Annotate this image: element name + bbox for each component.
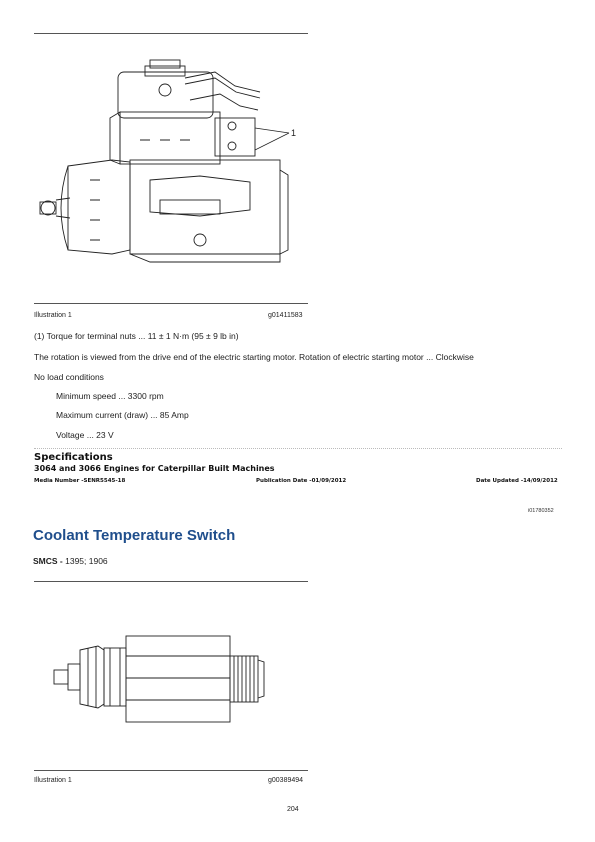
voltage-spec: Voltage ... 23 V <box>56 430 114 440</box>
coolant-switch-illustration <box>0 600 595 760</box>
rotation-spec: The rotation is viewed from the drive end of the electric starting motor. Rotation of electric starting motor ... Clockwise <box>34 352 474 362</box>
section-title: Coolant Temperature Switch <box>33 527 236 544</box>
illustration-label: Illustration 1 <box>34 312 72 319</box>
illustration2-label: Illustration 1 <box>34 777 72 784</box>
page-number: 204 <box>287 806 299 813</box>
illustration2-ref: g00389494 <box>268 777 304 784</box>
caption-rule-1 <box>34 303 308 304</box>
smcs-line <box>33 556 108 566</box>
smcs-codes: 1395; 1906 <box>62 556 108 566</box>
max-current-spec: Maximum current (draw) ... 85 Amp <box>56 410 189 420</box>
header-subtitle: 3064 and 3066 Engines for Caterpillar Built Machines <box>34 464 275 473</box>
top-rule-2 <box>34 581 308 582</box>
header-title: Specifications <box>34 452 113 463</box>
starter-motor-illustration <box>0 0 595 300</box>
section-divider <box>34 448 562 449</box>
doc-id: i01780352 <box>528 508 554 514</box>
media-number: Media Number -SENR5545-18 <box>34 478 126 484</box>
no-load-heading: No load conditions <box>34 372 104 382</box>
smcs-label: SMCS - <box>33 556 63 566</box>
callout-1: 1 <box>291 128 297 138</box>
caption-rule-2 <box>34 770 308 771</box>
min-speed-spec: Minimum speed ... 3300 rpm <box>56 391 164 401</box>
illustration-ref: g01411583 <box>268 312 303 319</box>
publication-date: Publication Date -01/09/2012 <box>256 478 347 484</box>
date-updated: Date Updated -14/09/2012 <box>476 478 558 484</box>
torque-spec: (1) Torque for terminal nuts ... 11 ± 1 N·m (95 ± 9 lb in) <box>34 331 239 341</box>
